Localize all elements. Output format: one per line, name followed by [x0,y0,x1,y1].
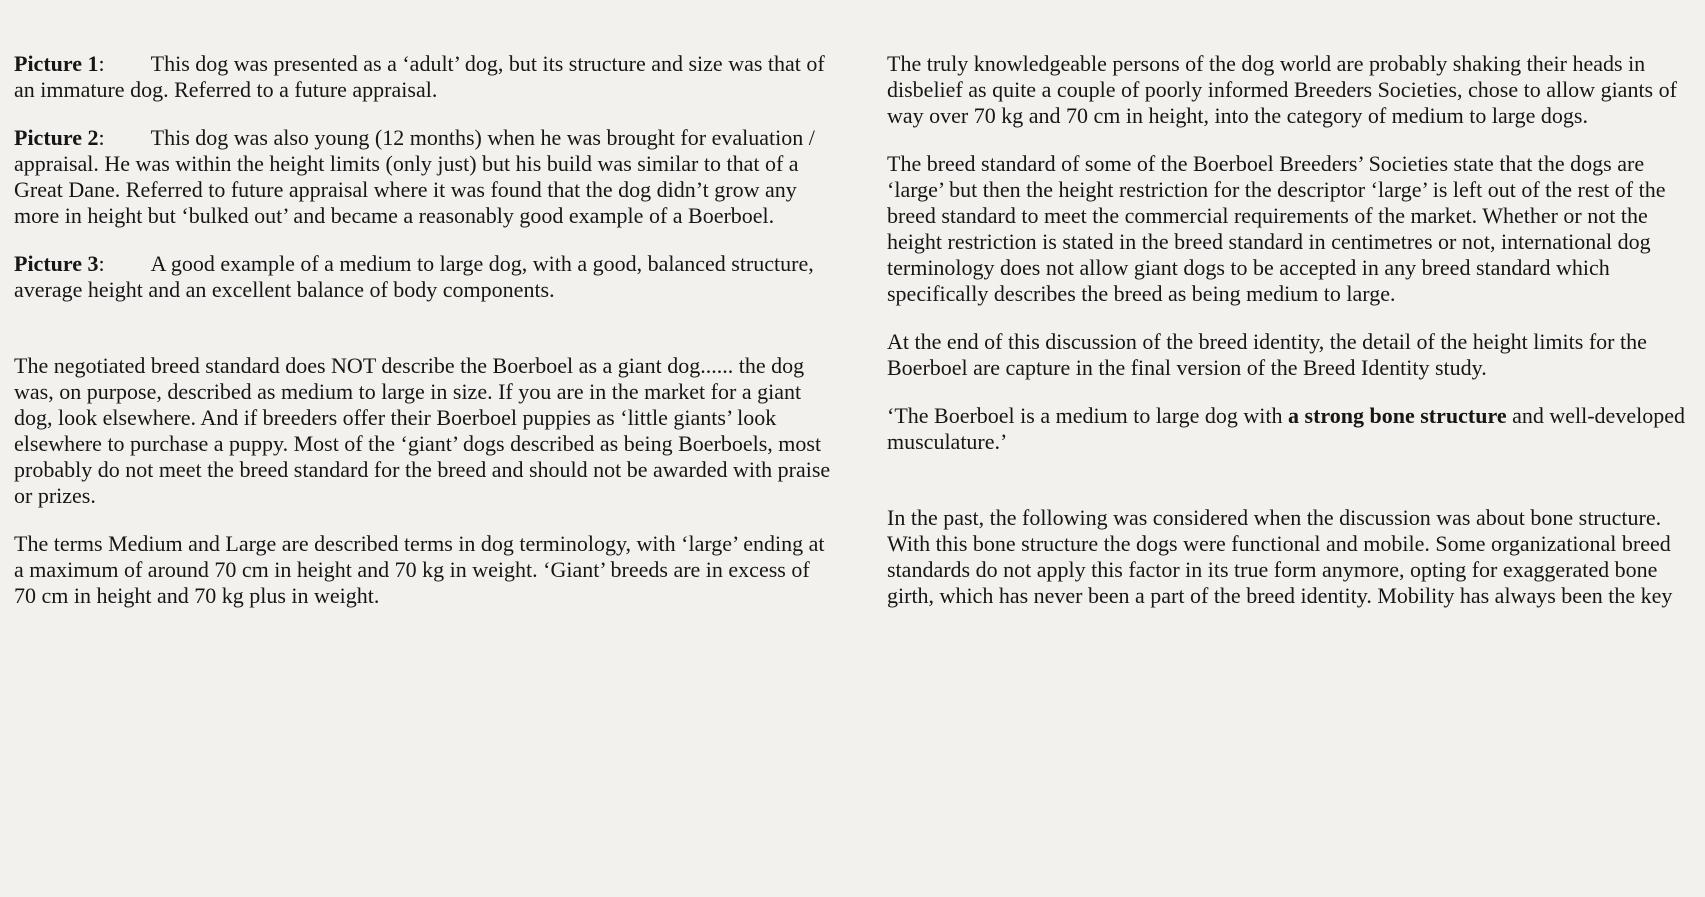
left-text-column [14,51,832,631]
boerboel-quote-paragraph [887,403,1699,455]
picture-3-colon: : [98,251,105,276]
picture-2-paragraph [14,125,832,229]
terms-medium-large-paragraph: The terms Medium and Large are described terms in dog terminology, with ‘large’ ending at a maximum of around 70 cm in height and 70 kg in weight. ‘Giant’ breeds are in excess of 70 cm in height and 70 kg plus in weight. [14,531,825,608]
picture-1-text: This dog was presented as a ‘adult’ dog, but its structure and size was that of an immature dog. Referred to a future appraisal. [14,51,825,102]
picture-1-label: Picture 1 [14,51,99,76]
picture-1-colon: : [98,51,105,76]
quote-prefix: ‘The Boerboel is a medium to large dog with [887,403,1289,428]
picture-2-colon: : [98,125,105,150]
breed-standard-paragraph: The negotiated breed standard does NOT describe the Boerboel as a giant dog...... the dog was, on purpose, described as medium to large in size. If you are in the market for a giant dog, look elsewhere. And if breeders offer their Boerboel puppies as ‘little giants’ look elsewhere to purchase a puppy. Most of the ‘giant’ dogs described as being Boerboels, most probably do not meet the breed standard for the breed and should not be awarded with praise or prizes. [14,353,831,508]
right-text-column [887,51,1699,631]
picture-3-paragraph [14,251,832,303]
quote-suffix: and well-developed musculature.’ [887,403,1685,454]
picture-3-label: Picture 3 [14,251,99,276]
breed-identity-paragraph: At the end of this discussion of the breed identity, the detail of the height limits for the Boerboel are capture in the final version of the Breed Identity study. [887,329,1647,380]
bone-structure-paragraph: In the past, the following was considered when the discussion was about bone structure. With this bone structure the dogs were functional and mobile. Some organizational breed standards do not apply this factor in its true form anymore, opting for exaggerated bone girth, which has never been a part of the breed identity. Mobility has always been the key [887,505,1673,608]
picture-2-text: This dog was also young (12 months) when he was brought for evaluation / appraisal. He was within the height limits (only just) but his build was similar to that of a Great Dane. Referred to future appraisal where it was found that the dog didn’t grow any more in height but ‘bulked out’ and became a reasonably good example of a Boerboel. [14,125,815,228]
quote-bold-text: a strong bone structure [1288,403,1507,428]
breeders-societies-paragraph: The breed standard of some of the Boerboel Breeders’ Societies state that the dogs are ‘large’ but then the height restriction for the descriptor ‘large’ is left out of the rest of the breed standard to meet the commercial requirements of the market. Whether or not the height restriction is stated in the breed standard in centimetres or not, international dog terminology does not allow giant dogs to be accepted in any breed standard which specifically describes the breed as being medium to large. [887,151,1666,306]
picture-2-label: Picture 2 [14,125,99,150]
picture-1-paragraph [14,51,832,103]
knowledgeable-persons-paragraph: The truly knowledgeable persons of the dog world are probably shaking their heads in disbelief as quite a couple of poorly informed Breeders Societies, chose to allow giants of way over 70 kg and 70 cm in height, into the category of medium to large dogs. [887,51,1677,128]
picture-3-text: A good example of a medium to large dog, with a good, balanced structure, average height and an excellent balance of body components. [14,251,814,302]
